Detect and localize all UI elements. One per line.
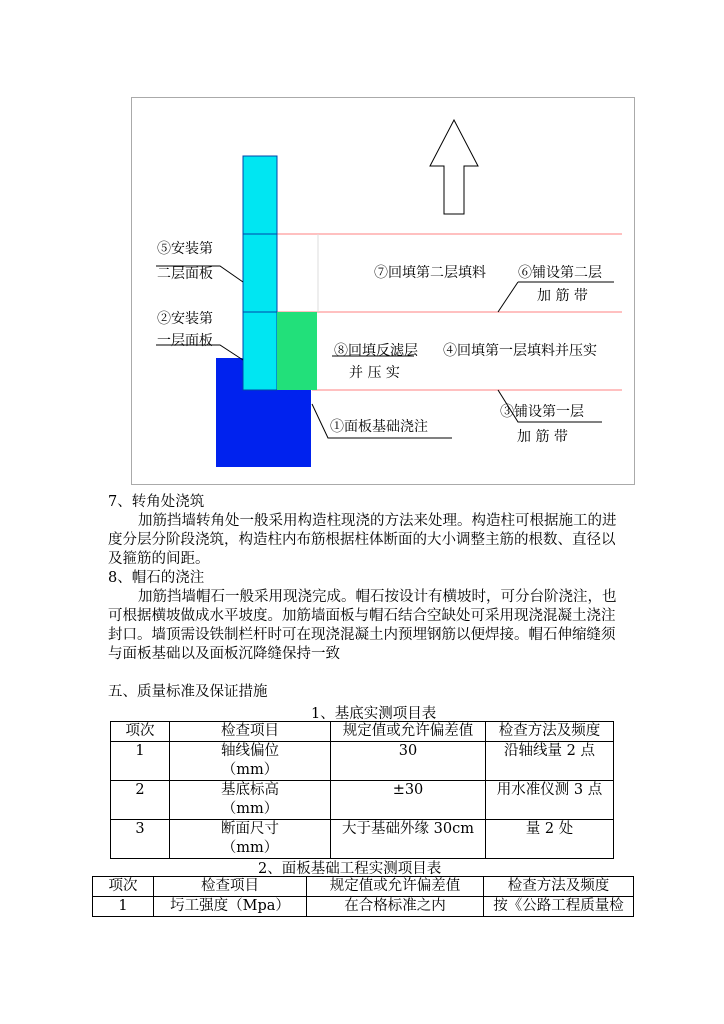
- table-row: [111, 742, 614, 781]
- table-cell: 在合格标准之内: [307, 897, 484, 917]
- table-cell-line: 基底标高: [221, 782, 279, 798]
- arrow-up-icon: [430, 120, 478, 214]
- label-backfill-second: ⑦回填第二层填料: [374, 265, 486, 281]
- table1-caption: 1、基底实测项目表: [311, 706, 437, 722]
- table1-header-row: [111, 722, 614, 742]
- table-cell: ±30: [331, 781, 486, 820]
- filter-layer: [277, 312, 317, 390]
- table-header: 项次: [93, 877, 154, 897]
- construction-sequence-figure: [131, 97, 635, 485]
- table-cell: [170, 781, 331, 820]
- table-cell-line: （mm）: [221, 801, 279, 817]
- leader-lay-second-diag: [498, 282, 518, 312]
- table2-caption: 2、面板基础工程实测项目表: [258, 861, 442, 877]
- table-row: [111, 820, 614, 859]
- table-header: 项次: [111, 722, 170, 742]
- section-5-title: 五、质量标准及保证措施: [108, 684, 268, 700]
- section-7-body: 加筋挡墙转角处一般采用构造柱现浇的方法来处理。构造柱可根据施工的进度分层分阶段浇筑，构造柱内布筋根据柱体断面的大小调整主筋的根数、直径以及箍筋的间距。: [108, 513, 617, 567]
- table-cell: 1: [111, 742, 170, 781]
- table-header: 检查方法及频度: [486, 722, 614, 742]
- panel-bottom: [243, 312, 277, 390]
- table-cell: 量 2 处: [486, 820, 614, 859]
- table-cell-line: （mm）: [221, 840, 279, 856]
- table2-header-row: [93, 877, 634, 897]
- table-cell: 按《公路工程质量检: [484, 897, 634, 917]
- section-8-body: 加筋挡墙帽石一般采用现浇完成。帽石按设计有横坡时，可分台阶浇注，也可根据横坡做成水平坡度。加筋墙面板与帽石结合空缺处可采用现浇混凝土浇注封口。墙顶需设铁制栏杆时可在现浇混凝土内预埋钢筋以便焊接。帽石伸缩缝须与面板基础以及面板沉降缝保持一致: [108, 589, 617, 662]
- label-filter-line2: 并 压 实: [349, 365, 400, 381]
- label-install-second-line1: ⑤安装第: [157, 241, 213, 257]
- table-row: [111, 781, 614, 820]
- label-install-first-line2: 一层面板: [157, 333, 213, 349]
- table-header: 检查项目: [170, 722, 331, 742]
- table-cell: [170, 742, 331, 781]
- table-cell-line: （mm）: [221, 762, 279, 778]
- table-cell: 圬工强度（Mpa）: [154, 897, 307, 917]
- label-lay-second-line2: 加 筋 带: [537, 288, 588, 304]
- label-install-second-line2: 二层面板: [157, 266, 213, 282]
- label-lay-first-line2: 加 筋 带: [517, 429, 568, 445]
- table-cell: 2: [111, 781, 170, 820]
- table-cell: 3: [111, 820, 170, 859]
- label-filter-line1: ⑧回填反滤层: [334, 343, 418, 359]
- table-header: 规定值或允许偏差值: [307, 877, 484, 897]
- table-cell: [170, 820, 331, 859]
- table-cell: 大于基础外缘 30cm: [331, 820, 486, 859]
- label-backfill-first: ④回填第一层填料并压实: [443, 343, 597, 359]
- section-7-title: 7、转角处浇筑: [108, 494, 205, 510]
- table-row: [93, 897, 634, 917]
- label-lay-first-line1: ③铺设第一层: [500, 404, 584, 420]
- table-header: 规定值或允许偏差值: [331, 722, 486, 742]
- table-cell: 1: [93, 897, 154, 917]
- table-cell: 30: [331, 742, 486, 781]
- label-foundation: ①面板基础浇注: [330, 419, 428, 435]
- table1: [110, 721, 614, 859]
- table-cell-line: 断面尺寸: [221, 821, 279, 837]
- table-cell-line: 轴线偏位: [221, 743, 279, 759]
- table-cell: 沿轴线量 2 点: [486, 742, 614, 781]
- table-header: 检查项目: [154, 877, 307, 897]
- table-header: 检查方法及频度: [484, 877, 634, 897]
- label-lay-second-line1: ⑥铺设第二层: [518, 265, 602, 281]
- label-install-first-line1: ②安装第: [157, 311, 213, 327]
- table2: [92, 876, 634, 917]
- panel-top: [243, 156, 277, 234]
- table-cell: 用水准仪测 3 点: [486, 781, 614, 820]
- section-8-title: 8、帽石的浇注: [108, 570, 205, 586]
- panel-middle: [243, 234, 277, 312]
